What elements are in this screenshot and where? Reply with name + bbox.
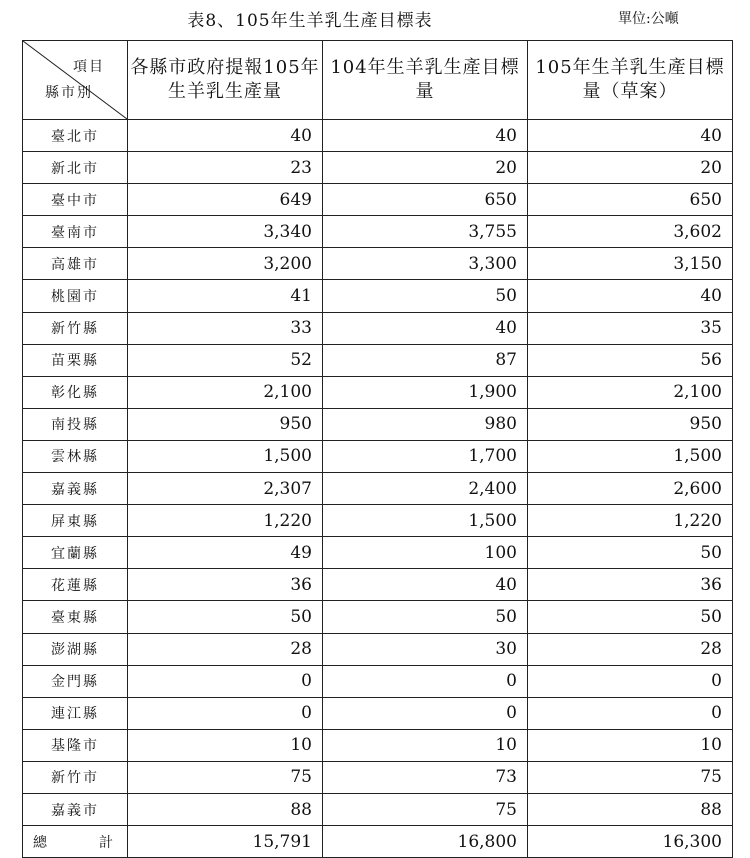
table-row xyxy=(23,120,733,152)
reported-value: 88 xyxy=(128,793,323,825)
target-104-value: 0 xyxy=(323,665,528,697)
county-name: 花蓮縣 xyxy=(23,569,128,601)
county-name: 桃園市 xyxy=(23,280,128,312)
reported-value: 28 xyxy=(128,633,323,665)
total-reported: 15,791 xyxy=(128,826,323,858)
county-name: 宜蘭縣 xyxy=(23,537,128,569)
target-105-value: 2,100 xyxy=(528,376,733,408)
total-target-104: 16,800 xyxy=(323,826,528,858)
county-name: 基隆市 xyxy=(23,729,128,761)
target-104-value: 50 xyxy=(323,280,528,312)
target-104-value: 3,300 xyxy=(323,248,528,280)
county-name: 嘉義縣 xyxy=(23,473,128,505)
target-105-value: 0 xyxy=(528,665,733,697)
reported-value: 41 xyxy=(128,280,323,312)
corner-county-label: 縣市別 xyxy=(45,85,93,101)
reported-value: 52 xyxy=(128,344,323,376)
target-105-value: 88 xyxy=(528,793,733,825)
county-name: 雲林縣 xyxy=(23,440,128,472)
target-105-value: 650 xyxy=(528,184,733,216)
reported-value: 36 xyxy=(128,569,323,601)
county-name: 新竹縣 xyxy=(23,312,128,344)
target-105-value: 950 xyxy=(528,408,733,440)
reported-value: 1,500 xyxy=(128,440,323,472)
target-105-value: 2,600 xyxy=(528,473,733,505)
table-row xyxy=(23,761,733,793)
target-105-value: 1,220 xyxy=(528,505,733,537)
table-row xyxy=(23,601,733,633)
table-row xyxy=(23,697,733,729)
table-row xyxy=(23,440,733,472)
county-name: 金門縣 xyxy=(23,665,128,697)
county-name: 嘉義市 xyxy=(23,793,128,825)
target-104-value: 40 xyxy=(323,312,528,344)
target-105-value: 3,150 xyxy=(528,248,733,280)
reported-value: 10 xyxy=(128,729,323,761)
county-name: 彰化縣 xyxy=(23,376,128,408)
target-105-value: 40 xyxy=(528,280,733,312)
target-105-value: 50 xyxy=(528,537,733,569)
reported-value: 1,220 xyxy=(128,505,323,537)
county-name: 苗栗縣 xyxy=(23,344,128,376)
target-104-value: 50 xyxy=(323,601,528,633)
county-name: 新竹市 xyxy=(23,761,128,793)
target-105-value: 3,602 xyxy=(528,216,733,248)
county-name: 南投縣 xyxy=(23,408,128,440)
target-104-value: 1,700 xyxy=(323,440,528,472)
county-name: 連江縣 xyxy=(23,697,128,729)
table-row xyxy=(23,248,733,280)
total-row xyxy=(23,826,733,858)
table-row xyxy=(23,344,733,376)
target-104-value: 75 xyxy=(323,793,528,825)
reported-value: 2,100 xyxy=(128,376,323,408)
reported-value: 33 xyxy=(128,312,323,344)
table-row xyxy=(23,152,733,184)
total-target-105: 16,300 xyxy=(528,826,733,858)
table-row xyxy=(23,729,733,761)
reported-value: 0 xyxy=(128,697,323,729)
reported-value: 49 xyxy=(128,537,323,569)
target-105-value: 50 xyxy=(528,601,733,633)
table-row xyxy=(23,569,733,601)
table-row xyxy=(23,216,733,248)
reported-value: 950 xyxy=(128,408,323,440)
target-105-value: 0 xyxy=(528,697,733,729)
target-104-value: 20 xyxy=(323,152,528,184)
county-name: 臺中市 xyxy=(23,184,128,216)
target-105-value: 20 xyxy=(528,152,733,184)
total-label-a: 總 xyxy=(33,834,47,851)
col-header-target-105: 105年生羊乳生產目標量（草案） xyxy=(528,41,733,120)
reported-value: 3,200 xyxy=(128,248,323,280)
reported-value: 23 xyxy=(128,152,323,184)
header-row xyxy=(23,41,733,120)
col-header-target-104: 104年生羊乳生產目標量 xyxy=(323,41,528,120)
table-row xyxy=(23,280,733,312)
unit-label: 單位:公噸 xyxy=(618,11,679,27)
county-name: 屏東縣 xyxy=(23,505,128,537)
table-row xyxy=(23,505,733,537)
table-row xyxy=(23,184,733,216)
target-105-value: 10 xyxy=(528,729,733,761)
reported-value: 0 xyxy=(128,665,323,697)
county-name: 高雄市 xyxy=(23,248,128,280)
county-name: 新北市 xyxy=(23,152,128,184)
target-104-value: 1,900 xyxy=(323,376,528,408)
goat-milk-target-table xyxy=(22,40,733,858)
county-name: 臺南市 xyxy=(23,216,128,248)
target-104-value: 3,755 xyxy=(323,216,528,248)
col-header-reported: 各縣市政府提報105年生羊乳生產量 xyxy=(128,41,323,120)
county-name: 臺北市 xyxy=(23,120,128,152)
total-label-cell xyxy=(23,826,128,858)
table-row xyxy=(23,537,733,569)
table-row xyxy=(23,312,733,344)
target-104-value: 650 xyxy=(323,184,528,216)
table-row xyxy=(23,473,733,505)
county-name: 澎湖縣 xyxy=(23,633,128,665)
reported-value: 40 xyxy=(128,120,323,152)
reported-value: 3,340 xyxy=(128,216,323,248)
target-104-value: 73 xyxy=(323,761,528,793)
corner-item-label: 項目 xyxy=(73,59,105,75)
total-label-b: 計 xyxy=(99,834,113,851)
reported-value: 50 xyxy=(128,601,323,633)
target-104-value: 1,500 xyxy=(323,505,528,537)
reported-value: 649 xyxy=(128,184,323,216)
reported-value: 75 xyxy=(128,761,323,793)
target-105-value: 75 xyxy=(528,761,733,793)
target-104-value: 10 xyxy=(323,729,528,761)
target-105-value: 35 xyxy=(528,312,733,344)
target-104-value: 980 xyxy=(323,408,528,440)
county-name: 臺東縣 xyxy=(23,601,128,633)
target-104-value: 40 xyxy=(323,569,528,601)
reported-value: 2,307 xyxy=(128,473,323,505)
target-104-value: 40 xyxy=(323,120,528,152)
target-104-value: 87 xyxy=(323,344,528,376)
target-105-value: 56 xyxy=(528,344,733,376)
target-104-value: 30 xyxy=(323,633,528,665)
table-row xyxy=(23,408,733,440)
target-104-value: 2,400 xyxy=(323,473,528,505)
table-body xyxy=(23,120,733,858)
table-row xyxy=(23,665,733,697)
target-105-value: 1,500 xyxy=(528,440,733,472)
target-104-value: 0 xyxy=(323,697,528,729)
table-row xyxy=(23,633,733,665)
target-105-value: 40 xyxy=(528,120,733,152)
table-row xyxy=(23,793,733,825)
table-row xyxy=(23,376,733,408)
target-104-value: 100 xyxy=(323,537,528,569)
diagonal-line xyxy=(23,41,127,119)
target-105-value: 28 xyxy=(528,633,733,665)
target-105-value: 36 xyxy=(528,569,733,601)
table-title: 表8、105年生羊乳生產目標表 xyxy=(187,11,433,31)
corner-header-cell xyxy=(23,41,128,120)
